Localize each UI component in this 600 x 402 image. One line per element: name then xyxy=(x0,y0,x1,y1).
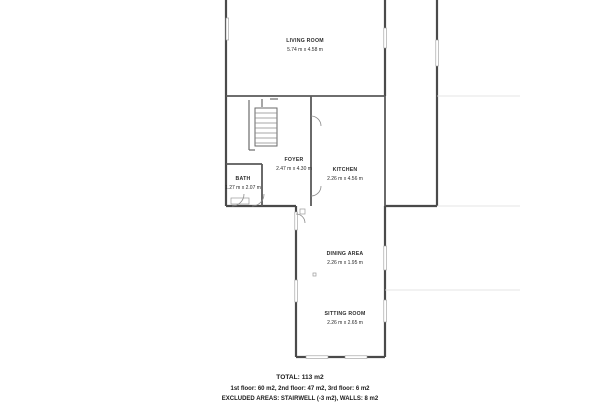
room-name-kitchen: KITCHEN xyxy=(332,167,358,173)
room-name-dining-area: DINING AREA xyxy=(326,251,364,257)
room-dims-living-room: 5.74 m x 4.58 m xyxy=(287,46,323,53)
fixtures xyxy=(231,198,316,276)
exterior-walls xyxy=(226,0,437,357)
room-name-living-room: LIVING ROOM xyxy=(286,38,324,44)
interior-walls xyxy=(226,96,385,206)
room-dims-dining-area: 2.26 m x 1.95 m xyxy=(327,259,363,266)
room-dims-bath: 1.27 m x 2.07 m xyxy=(225,184,261,191)
total-area-text: TOTAL: 113 m2 xyxy=(276,374,324,381)
room-name-sitting-room: SITTING ROOM xyxy=(324,311,366,317)
staircase xyxy=(249,99,278,150)
room-dims-foyer: 2.47 m x 4.30 m xyxy=(276,165,312,172)
room-name-bath: BATH xyxy=(235,176,251,182)
room-dims-sitting-room: 2.26 m x 2.65 m xyxy=(327,319,363,326)
excluded-areas-text: EXCLUDED AREAS: STAIRWELL (-3 m2), WALLS: 8 m2 xyxy=(221,396,379,402)
room-name-foyer: FOYER xyxy=(284,157,304,163)
room-dims-kitchen: 2.26 m x 4.56 m xyxy=(327,175,363,182)
floor-breakdown-text: 1st floor: 60 m2, 2nd floor: 47 m2, 3rd floor: 6 m2 xyxy=(230,386,370,392)
windows xyxy=(226,18,438,358)
